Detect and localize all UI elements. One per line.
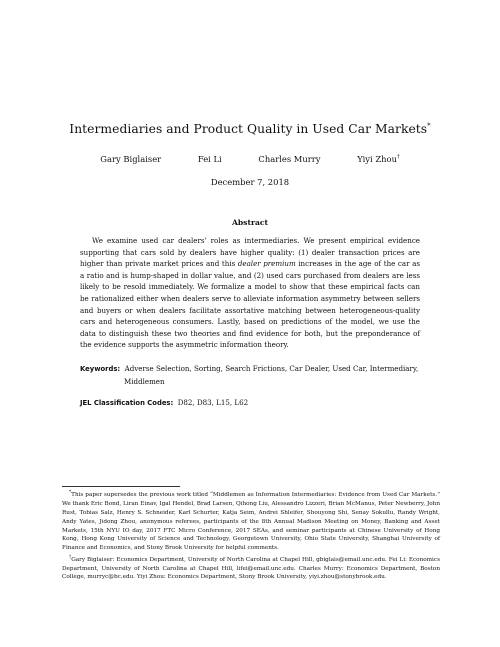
- footnote-text: Gary Biglaiser: Economics Department, University of North Carolina at Chapel Hill, gbiglais@email.unc.edu. Fei Li: Economics Department, University of North Carolina at Chapel Hill, lifei@email.unc.edu. Charles Murry: Economics Department, Boston College, murryc@bc.edu. Yiyi Zhou: Economics Department, Stony Brook University, yiyi.zhou@stonybrook.edu.: [62, 556, 440, 581]
- footnotes: [62, 489, 440, 582]
- author-list: [0, 154, 500, 164]
- paper-date: December 7, 2018: [210, 177, 290, 187]
- keywords-label: Keywords:: [80, 365, 121, 373]
- keywords-text: Adverse Selection, Sorting, Search Frictions, Car Dealer, Used Car, Intermediary, Middlemen: [124, 364, 419, 386]
- jel-codes: [80, 397, 420, 410]
- author-name: Charles Murry: [258, 154, 321, 164]
- title-footnote-mark: *: [427, 122, 431, 130]
- author-name: Yiyi Zhou†: [357, 154, 400, 164]
- paper-title: [0, 122, 500, 136]
- abstract-paragraph: We examine used car dealers' roles as intermediaries. We present empirical evidence supporting that cars sold by dealers have higher quality: (1) dealer transaction prices are higher than private market prices and this dealer premium increases in the age of the car as a ratio and is hump-shaped in dollar value, and (2) used cars purchased from dealers are less likely to be resold immediately. We formalize a model to show that these empirical facts can be rationalized either when dealers serve to alleviate information asymmetry between sellers and buyers or when dealers facilitate assortative matching between heterogeneous-quality cars and heterogeneous consumers. Lastly, based on predictions of the model, we use the data to distinguish these two theories and find evidence for both, but the preponderance of the evidence supports the asymmetric information theory.: [80, 236, 420, 350]
- footnote: [62, 489, 440, 553]
- title-text: Intermediaries and Product Quality in Used Car Markets: [69, 122, 428, 137]
- footnote-mark: †: [69, 554, 72, 560]
- abstract-body: [80, 235, 420, 351]
- footnote-rule: [62, 486, 180, 487]
- abstract-emphasis: dealer premium: [237, 259, 296, 269]
- author-name: Gary Biglaiser: [100, 154, 162, 164]
- abstract-heading: Abstract: [231, 218, 269, 227]
- keywords: [80, 363, 420, 387]
- author-name: Fei Li: [197, 154, 222, 164]
- author-footnote-mark: †: [396, 154, 400, 161]
- jel-text: D82, D83, L15, L62: [177, 398, 249, 407]
- footnote: [62, 554, 440, 583]
- footnote-mark: *: [69, 490, 72, 495]
- footnote-text: This paper supersedes the previous work titled “Middlemen as Information Intermediaries: Evidence from Used Car Markets.” We thank Eric Bond, Liran Einav, Igal Hendel, Brad Larsen, Qihong Liu, Alessandro Lizzeri, Brian McManus, Peter Newberry, John Rust, Tobias Salz, Henry S. Schneider, Karl Schurter, Katja Seim, Andrei Shleifer, Shouyong Shi, Senay Sokullu, Randy Wright, Andy Yates, Jidong Zhou, anonymous referees, participants of the 8th Annual Madison Meeting on Money, Banking and Asset Markets, 15th NYU IO day, 2017 FTC Micro Conference, 2017 SEAs, and seminar participants at Chinese University of Hong Kong, Hong Kong University of Science and Technology, Georgetown University, Ohio State University, Shanghai University of Finance and Economics, and Stony Brook University for helpful comments.: [62, 491, 440, 552]
- jel-label: JEL Classification Codes:: [80, 399, 174, 407]
